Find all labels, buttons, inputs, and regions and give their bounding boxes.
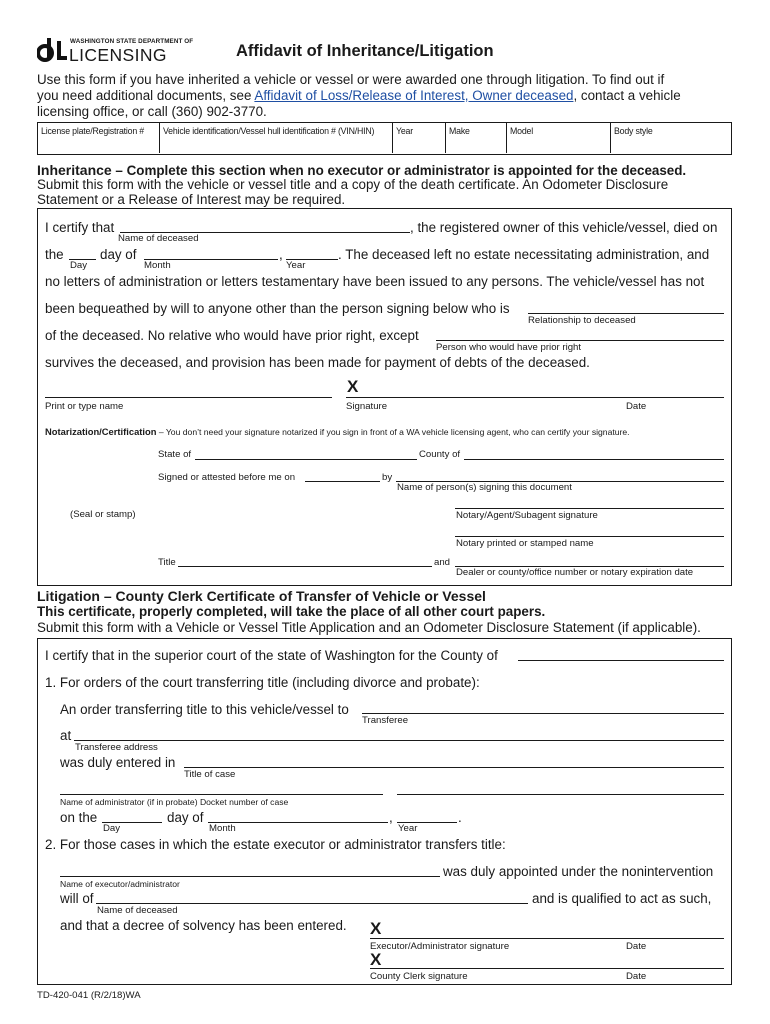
clerk-signature-field[interactable] (370, 968, 724, 969)
col-license-plate[interactable]: License plate/Registration # (38, 123, 160, 153)
state-of-field[interactable] (195, 459, 417, 460)
col-body-style[interactable]: Body style (614, 126, 653, 136)
court-county-field[interactable] (518, 660, 724, 661)
dealer-number-label: Dealer or county/office number or notary expiration date (456, 567, 694, 578)
attested-date-field[interactable] (305, 481, 380, 482)
lit-year-label: Year (398, 823, 418, 834)
signed-attested-label: Signed or attested before me on (158, 472, 296, 483)
left-no-estate-text: . The deceased left no estate necessitating administration, and (338, 247, 710, 262)
duly-entered-text: was duly entered in (60, 755, 176, 770)
persons-signing-label: Name of person(s) signing this document (397, 482, 572, 493)
notarization-label: Notarization/Certification (45, 426, 157, 437)
agency-big: LICENSING (69, 45, 167, 65)
executor-name-label: Name of executor/administrator (60, 879, 180, 889)
lit-day-label: Day (103, 823, 121, 834)
county-of-field[interactable] (464, 459, 724, 460)
vehicle-table (37, 122, 732, 155)
certify-text: I certify that (45, 220, 115, 235)
notary-signature-field[interactable] (455, 508, 724, 509)
dol-logo (37, 36, 197, 66)
form-id: TD-420-041 (R/2/18)WA (37, 990, 141, 1001)
print-name-field[interactable] (45, 397, 332, 398)
county-of-label: County of (419, 449, 461, 460)
title-label: Title (158, 557, 176, 568)
lit-comma-text: , (389, 810, 393, 825)
title-of-case-label: Title of case (184, 769, 236, 780)
intro-line-2 (37, 88, 681, 103)
intro-text: , contact a vehicle (573, 88, 681, 103)
year-label: Year (286, 260, 306, 271)
at-text: at (60, 728, 72, 743)
date-label: Date (626, 401, 647, 412)
litigation-sub: Submit this form with a Vehicle or Vessel Title Application and an Odometer Disclosure Statement (if applicable). (37, 620, 701, 635)
x-mark: X (370, 950, 382, 969)
executor-signature-field[interactable] (370, 938, 724, 939)
litigation-heading: Litigation – County Clerk Certificate of Transfer of Vehicle or Vessel (37, 588, 486, 604)
notary-printed-field[interactable] (455, 536, 724, 537)
admin-docket-label: Name of administrator (if in probate) Docket number of case (60, 797, 289, 807)
notary-signature-label: Notary/Agent/Subagent signature (456, 510, 598, 521)
inheritance-heading-rest: – Complete this section when no executor or administrator is appointed for the deceased. (111, 163, 687, 178)
agency-small: WASHINGTON STATE DEPARTMENT OF (70, 38, 194, 45)
by-label: by (382, 472, 393, 483)
day-of-text: day of (100, 247, 137, 262)
print-name-label: Print or type name (45, 401, 124, 412)
certify-text-post: , the registered owner of this vehicle/vessel, died on (410, 220, 718, 235)
dol-logo-mark-icon (37, 38, 67, 64)
bequeathed-text: been bequeathed by will to anyone other than the person signing below who is (45, 301, 510, 316)
executor-name-field[interactable] (60, 876, 440, 877)
col-model[interactable]: Model (507, 123, 611, 153)
transferee-address-field[interactable] (74, 740, 724, 741)
litigation-certify-text: I certify that in the superior court of the state of Washington for the County of (45, 648, 498, 663)
notary-title-field[interactable] (178, 566, 432, 567)
title-of-case-field[interactable] (184, 767, 724, 768)
relationship-field[interactable] (528, 313, 724, 314)
decree-text: and that a decree of solvency has been entered. (60, 918, 347, 933)
signature-label: Signature (346, 401, 388, 412)
clerk-date-label: Date (626, 971, 647, 982)
intro-line-3: licensing office, or call (360) 902-3770. (37, 104, 267, 119)
clerk-signature-label: County Clerk signature (370, 971, 468, 982)
lit-period-text: . (458, 810, 462, 825)
will-of-text: will of (60, 891, 94, 906)
name-of-deceased-label: Name of deceased (118, 233, 199, 244)
col-make[interactable]: Make (446, 123, 507, 153)
transferee-address-label: Transferee address (75, 742, 158, 753)
of-deceased-text: of the deceased. No relative who would have prior right, except (45, 328, 419, 343)
litigation-sub-bold: This certificate, properly completed, will take the place of all other court papers. (37, 604, 546, 619)
x-mark: X (370, 919, 382, 938)
order-transferring-text: An order transferring title to this vehicle/vessel to (60, 702, 349, 717)
affidavit-link[interactable]: Affidavit of Loss/Release of Interest, Owner deceased (254, 88, 574, 103)
col-vin-hin[interactable]: Vehicle identification/Vessel hull identification # (VIN/HIN) (160, 123, 393, 153)
relationship-label: Relationship to deceased (528, 315, 636, 326)
col-year[interactable]: Year (393, 123, 446, 153)
administrator-name-field[interactable] (60, 794, 383, 795)
inheritance-heading (37, 162, 686, 178)
qualified-text: and is qualified to act as such, (532, 891, 712, 906)
the-text: the (45, 247, 64, 262)
notarization-text (45, 426, 630, 437)
duly-appointed-text: was duly appointed under the nonintervention (443, 864, 714, 879)
page-title: Affidavit of Inheritance/Litigation (236, 42, 494, 60)
lit-month-label: Month (209, 823, 236, 834)
transferee-label: Transferee (362, 715, 409, 726)
intro-text: you need additional documents, see (37, 88, 255, 103)
no-letters-text: no letters of administration or letters testamentary have been issued to any persons. The vehicle/vessel has not (45, 274, 705, 289)
intro-line-1: Use this form if you have inherited a vehicle or vessel or were awarded one through litigation. To find out if (37, 72, 665, 87)
item-1-text: 1. For orders of the court transferring title (including divorce and probate): (45, 675, 480, 690)
will-deceased-field[interactable] (96, 903, 528, 904)
on-the-text: on the (60, 810, 98, 825)
lit-day-of-text: day of (167, 810, 204, 825)
month-label: Month (144, 260, 171, 271)
comma-text: , (279, 247, 283, 262)
inheritance-sub-2: Statement or a Release of Interest may be required. (37, 192, 346, 207)
x-mark: X (347, 377, 359, 396)
inheritance-label: Inheritance (37, 162, 112, 178)
item-2-text: 2. For those cases in which the estate executor or administrator transfers title: (45, 837, 506, 852)
prior-right-person-field[interactable] (436, 340, 724, 341)
and-label: and (434, 557, 451, 568)
survives-text: survives the deceased, and provision has been made for payment of debts of the deceased. (45, 355, 590, 370)
transferee-field[interactable] (362, 713, 724, 714)
executor-date-label: Date (626, 941, 647, 952)
prior-right-label: Person who would have prior right (436, 342, 582, 353)
signature-field[interactable] (346, 397, 724, 398)
day-label: Day (70, 260, 88, 271)
seal-stamp-label: (Seal or stamp) (70, 509, 136, 520)
will-deceased-label: Name of deceased (97, 905, 178, 916)
notarization-note: – You don’t need your signature notarized if you sign in front of a WA vehicle licensing agent, who can certify your signature. (156, 427, 630, 437)
notary-printed-label: Notary printed or stamped name (456, 538, 594, 549)
state-of-label: State of (158, 449, 192, 460)
docket-number-field[interactable] (397, 794, 724, 795)
inheritance-sub-1: Submit this form with the vehicle or vessel title and a copy of the death certificate. An Odometer Disclosure (37, 177, 669, 192)
executor-signature-label: Executor/Administrator signature (370, 941, 510, 952)
